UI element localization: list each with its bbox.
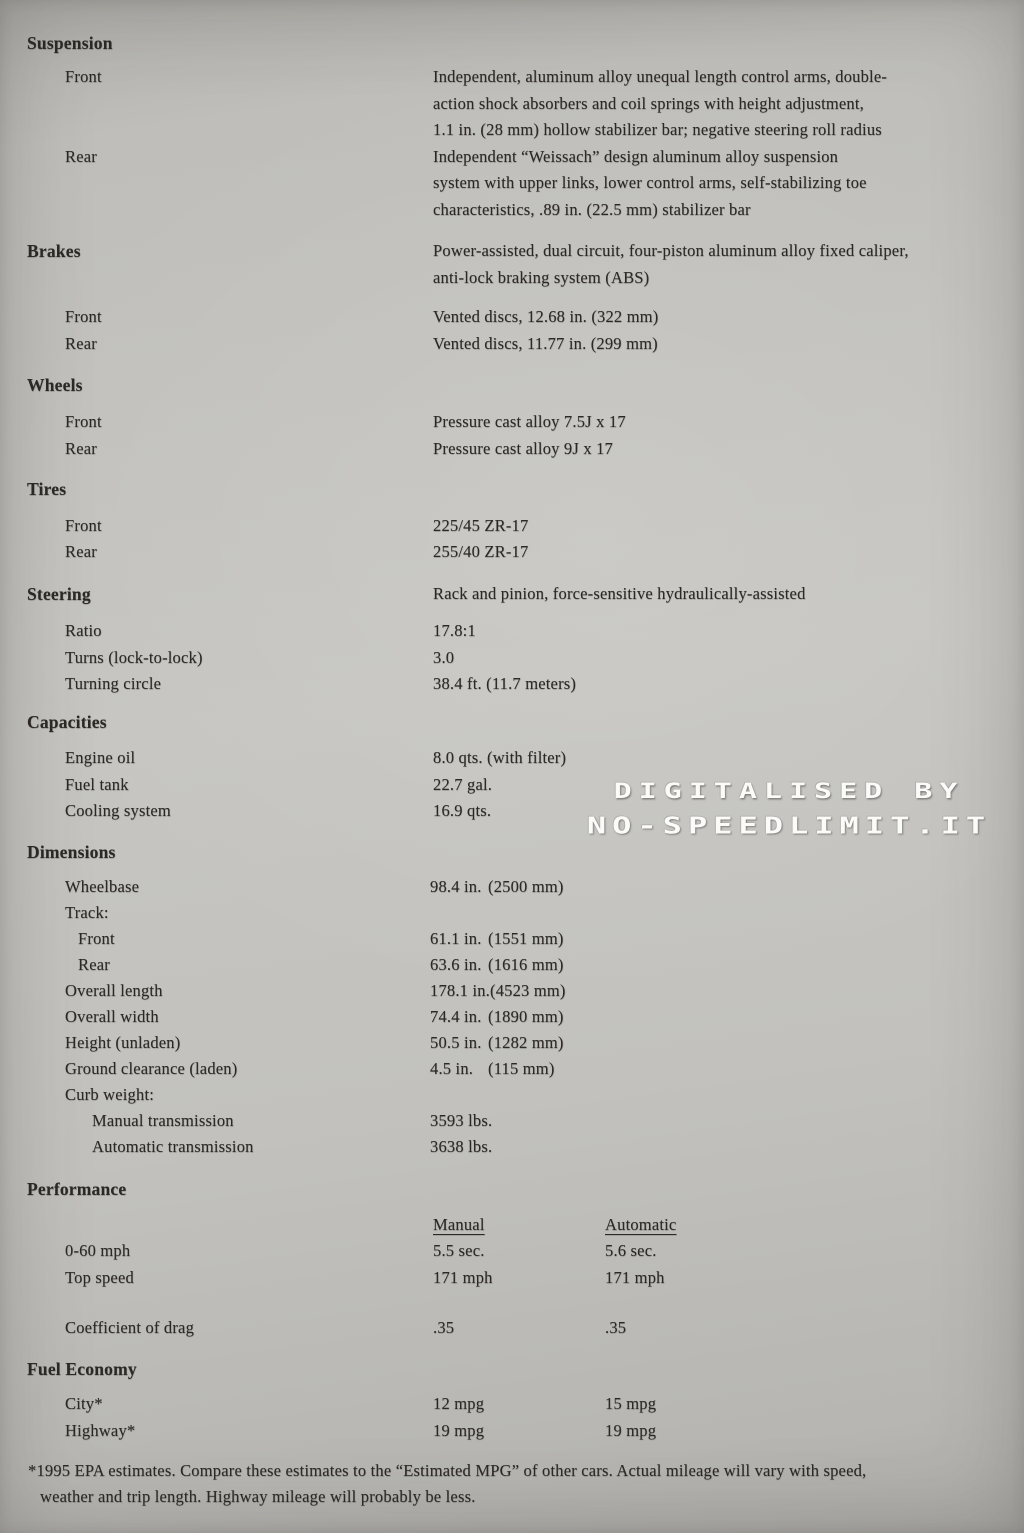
spec-value-manual: 12 mpg xyxy=(433,1394,485,1413)
watermark xyxy=(574,778,1004,842)
spec-label: Front xyxy=(65,67,102,86)
spec-row-track xyxy=(0,900,1024,926)
value-inches: 3638 lbs. xyxy=(430,1137,493,1156)
spec-value-line: Power-assisted, dual circuit, four-piston aluminum alloy fixed caliper, xyxy=(433,241,909,260)
spec-value xyxy=(430,978,566,1004)
spec-label: 0-60 mph xyxy=(65,1241,131,1260)
value-mm: (1890 mm) xyxy=(488,1007,564,1026)
spec-row-curb-weight xyxy=(0,1082,1024,1108)
spec-value: Vented discs, 11.77 in. (299 mm) xyxy=(433,333,658,353)
spec-row-height xyxy=(0,1030,1024,1056)
spec-label: Front xyxy=(65,307,102,326)
spec-row-suspension-rear xyxy=(0,144,1024,224)
spec-row-city xyxy=(0,1391,1024,1418)
spec-label: Rear xyxy=(65,146,97,166)
value-inches: 178.1 in. xyxy=(430,981,491,1000)
spec-value xyxy=(433,64,887,144)
spec-value: 255/40 ZR-17 xyxy=(433,542,529,561)
spec-row-curb-automatic xyxy=(0,1134,1024,1160)
suspension-rows xyxy=(0,64,1024,223)
spec-value: Pressure cast alloy 7.5J x 17 xyxy=(433,412,626,431)
spec-value xyxy=(433,238,909,291)
section-title-wheels: Wheels xyxy=(27,375,83,395)
spec-label: Turns (lock-to-lock) xyxy=(65,647,203,667)
spec-value: 16.9 qts. xyxy=(433,801,492,820)
spec-label: Fuel tank xyxy=(65,774,129,794)
section-steering xyxy=(0,581,1024,698)
spec-value-line: Independent “Weissach” design aluminum alloy suspension xyxy=(433,146,839,166)
spec-value-automatic: 15 mpg xyxy=(605,1394,657,1413)
performance-rows xyxy=(0,1212,1024,1342)
spec-row-overall-length xyxy=(0,978,1024,1004)
value-mm: (1282 mm) xyxy=(488,1033,564,1052)
value-mm: (4523 mm) xyxy=(490,981,566,1000)
spec-value xyxy=(430,926,564,952)
spec-row-suspension-front xyxy=(0,64,1024,144)
spec-value-manual: 171 mph xyxy=(433,1267,493,1287)
section-dimensions xyxy=(0,839,1024,1160)
spec-value xyxy=(433,144,867,224)
spec-value-line: system with upper links, lower control arms, self-stabilizing toe xyxy=(433,173,867,192)
spec-row-steering-turns xyxy=(0,645,1024,672)
value-mm: (1551 mm) xyxy=(488,929,564,948)
spec-label: City* xyxy=(65,1394,103,1413)
section-tires xyxy=(0,476,1024,566)
watermark-line2: NO-SPEEDLIMIT.IT xyxy=(586,811,992,839)
spec-label: Automatic transmission xyxy=(92,1137,254,1156)
wheels-rows xyxy=(0,409,1024,462)
tires-rows xyxy=(0,513,1024,566)
steering-heading-row xyxy=(0,581,1024,609)
value-inches: 50.5 in. xyxy=(430,1033,482,1052)
spec-label: Engine oil xyxy=(65,748,136,767)
spec-value-manual: 5.5 sec. xyxy=(433,1241,485,1260)
section-title-tires: Tires xyxy=(27,479,67,499)
spec-label: Rear xyxy=(65,333,97,353)
spec-label: Front xyxy=(65,412,102,431)
section-brakes xyxy=(0,238,1024,357)
section-title-suspension: Suspension xyxy=(27,33,113,53)
spec-row-drag xyxy=(0,1315,1024,1342)
spec-row-wheels-front xyxy=(0,409,1024,436)
value-mm: (1616 mm) xyxy=(488,955,564,974)
spec-value-automatic: 19 mpg xyxy=(605,1420,657,1440)
footnote-line1: *1995 EPA estimates. Compare these estimates to the “Estimated MPG” of other cars. Actual mileage will vary with speed, xyxy=(28,1461,867,1480)
section-fuel-economy xyxy=(0,1356,1024,1444)
spec-value xyxy=(430,1108,492,1134)
section-title-steering: Steering xyxy=(27,584,91,604)
spec-row-engine-oil xyxy=(0,745,1024,772)
spec-value-automatic: .35 xyxy=(605,1317,627,1337)
spec-label: Ground clearance (laden) xyxy=(65,1059,238,1078)
column-header-manual: Manual xyxy=(433,1214,485,1234)
steering-rows xyxy=(0,618,1024,698)
value-mm: (115 mm) xyxy=(488,1059,555,1078)
spec-row-steering-ratio xyxy=(0,618,1024,645)
spec-row-tires-rear xyxy=(0,539,1024,566)
spec-label: Front xyxy=(78,929,115,948)
spec-label: Top speed xyxy=(65,1267,134,1287)
spec-value: 38.4 ft. (11.7 meters) xyxy=(433,674,577,693)
spec-label: Overall width xyxy=(65,1007,159,1026)
spec-value: 3.0 xyxy=(433,647,455,667)
spec-label: Manual transmission xyxy=(92,1111,234,1130)
spec-label: Cooling system xyxy=(65,801,171,820)
spec-label: Overall length xyxy=(65,981,163,1000)
spec-label: Ratio xyxy=(65,621,102,640)
column-header-automatic: Automatic xyxy=(605,1214,677,1234)
spec-value-manual: .35 xyxy=(433,1317,455,1337)
spec-label: Height (unladen) xyxy=(65,1033,181,1052)
spec-row-tires-front xyxy=(0,513,1024,540)
spec-label: Highway* xyxy=(65,1420,136,1440)
spec-value: 17.8:1 xyxy=(433,621,476,640)
watermark-line1: DIGITALISED BY xyxy=(613,778,965,804)
value-inches: 61.1 in. xyxy=(430,929,482,948)
section-title-capacities: Capacities xyxy=(27,712,107,732)
spec-row-steering-circle xyxy=(0,671,1024,698)
section-title-fuel-economy: Fuel Economy xyxy=(27,1359,137,1379)
section-wheels xyxy=(0,372,1024,462)
value-inches: 3593 lbs. xyxy=(430,1111,493,1130)
spec-value: Rack and pinion, force-sensitive hydraulically-assisted xyxy=(433,584,806,603)
spec-label: Rear xyxy=(65,438,97,458)
epa-footnote xyxy=(0,1458,1000,1510)
spec-value: Pressure cast alloy 9J x 17 xyxy=(433,438,613,458)
spec-value-automatic: 171 mph xyxy=(605,1267,665,1287)
fuel-economy-rows xyxy=(0,1391,1024,1444)
spec-value xyxy=(430,874,564,900)
footnote-line2: weather and trip length. Highway mileage will probably be less. xyxy=(40,1487,476,1506)
spec-row-top-speed xyxy=(0,1265,1024,1292)
dimensions-rows xyxy=(0,874,1024,1160)
spec-value-line: Independent, aluminum alloy unequal length control arms, double- xyxy=(433,67,888,86)
spec-row-brakes-rear xyxy=(0,331,1024,358)
spec-value: Vented discs, 12.68 in. (322 mm) xyxy=(433,307,659,326)
brakes-heading-row xyxy=(0,238,1024,291)
spec-row-track-rear xyxy=(0,952,1024,978)
spec-value-line: 1.1 in. (28 mm) hollow stabilizer bar; negative steering roll radius xyxy=(433,120,882,139)
section-title-dimensions: Dimensions xyxy=(27,842,116,862)
section-title-brakes: Brakes xyxy=(27,241,81,261)
spec-row-ground-clearance xyxy=(0,1056,1024,1082)
value-inches: 98.4 in. xyxy=(430,877,482,896)
spec-value: 225/45 ZR-17 xyxy=(433,515,529,535)
spec-value xyxy=(430,1030,564,1056)
spec-row-track-front xyxy=(0,926,1024,952)
section-suspension xyxy=(0,30,1024,223)
spec-value: 8.0 qts. (with filter) xyxy=(433,748,567,767)
spec-label: Track: xyxy=(65,903,109,922)
spec-label: Turning circle xyxy=(65,674,162,693)
spec-value xyxy=(430,1056,555,1082)
performance-column-headers xyxy=(0,1212,1024,1239)
spec-row-0-60 xyxy=(0,1238,1024,1265)
value-mm: (2500 mm) xyxy=(488,877,564,896)
section-title-performance: Performance xyxy=(27,1179,127,1199)
spec-row-wheels-rear xyxy=(0,436,1024,463)
value-inches: 4.5 in. xyxy=(430,1059,474,1078)
spec-value xyxy=(430,1004,564,1030)
spec-label: Coefficient of drag xyxy=(65,1317,195,1337)
brakes-rows xyxy=(0,304,1024,357)
spec-value: 22.7 gal. xyxy=(433,774,493,794)
spec-value xyxy=(430,1134,492,1160)
spec-value-line: anti-lock braking system (ABS) xyxy=(433,267,650,287)
value-inches: 63.6 in. xyxy=(430,955,482,974)
spec-row-overall-width xyxy=(0,1004,1024,1030)
spec-label: Curb weight: xyxy=(65,1085,155,1104)
spec-label: Wheelbase xyxy=(65,877,140,896)
spec-value-automatic: 5.6 sec. xyxy=(605,1241,657,1260)
spec-row-highway xyxy=(0,1418,1024,1445)
value-inches: 74.4 in. xyxy=(430,1007,482,1026)
spec-row-wheelbase xyxy=(0,874,1024,900)
spec-value-line: action shock absorbers and coil springs with height adjustment, xyxy=(433,93,864,113)
spec-row-brakes-front xyxy=(0,304,1024,331)
spec-value-manual: 19 mpg xyxy=(433,1420,485,1440)
spec-label: Front xyxy=(65,515,102,535)
spec-value-line: characteristics, .89 in. (22.5 mm) stabilizer bar xyxy=(433,199,751,219)
spec-value xyxy=(430,952,564,978)
spec-label: Rear xyxy=(65,542,97,561)
spec-row-curb-manual xyxy=(0,1108,1024,1134)
spec-label: Rear xyxy=(78,955,110,974)
section-performance xyxy=(0,1176,1024,1341)
